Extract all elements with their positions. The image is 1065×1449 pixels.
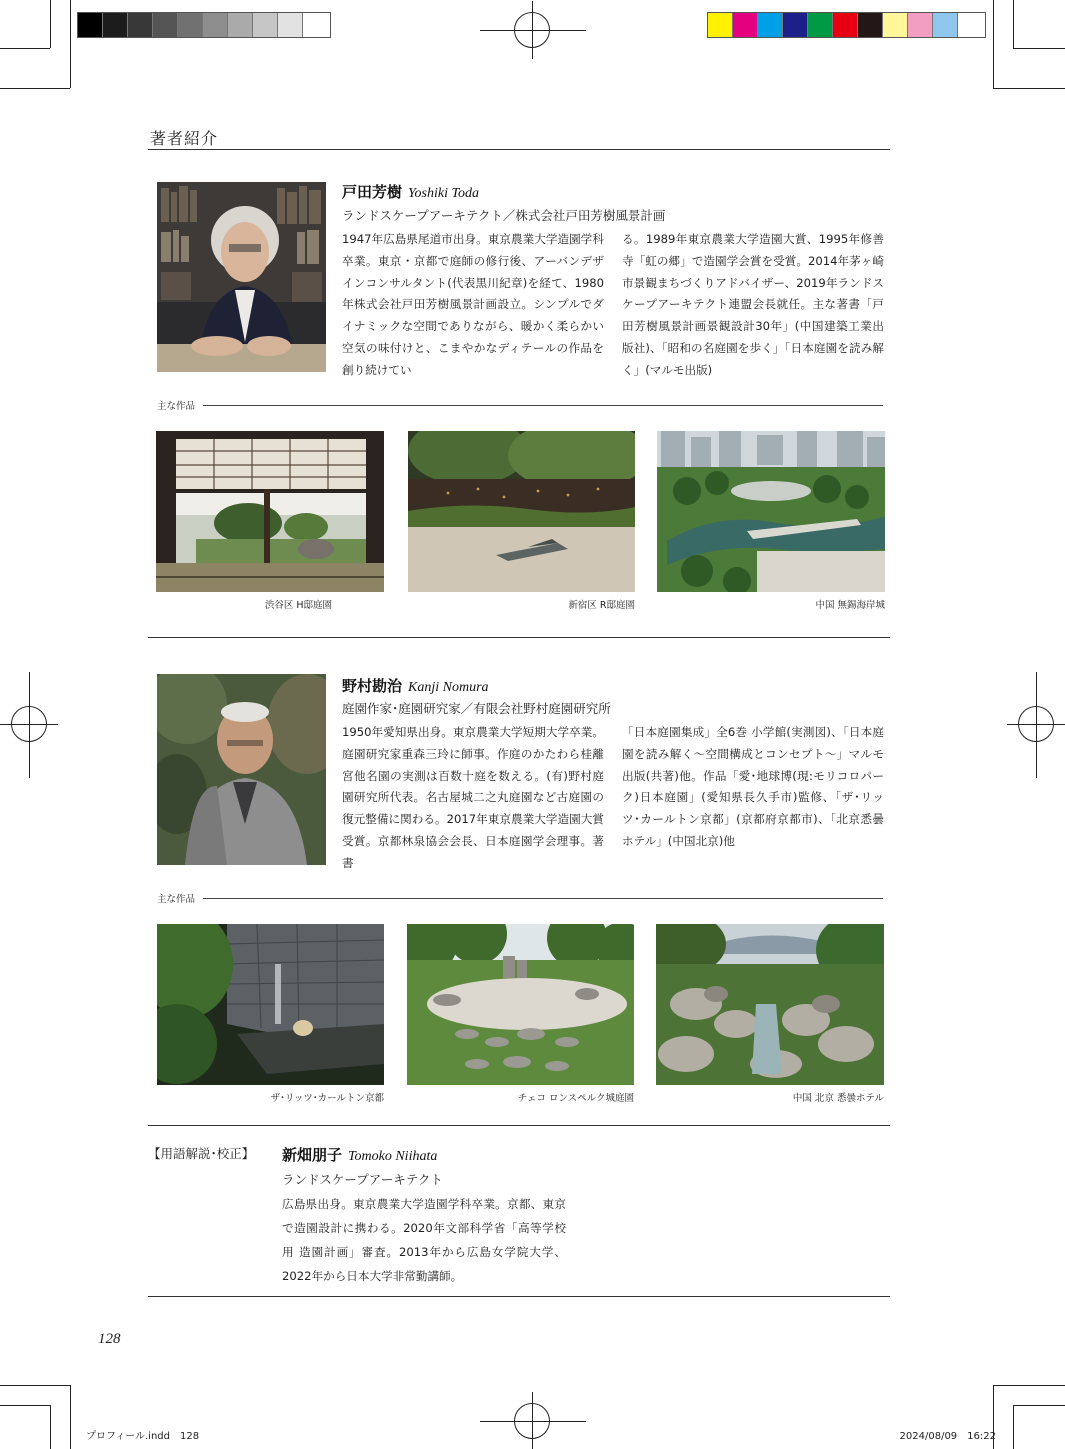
crop-mark: [0, 1385, 70, 1386]
author-name-kanji: 野村勘治: [342, 677, 403, 695]
crop-mark: [993, 0, 994, 88]
footer-rule: [148, 1296, 890, 1297]
crop-mark: [1013, 1405, 1065, 1406]
author-role: 庭園作家･庭園研究家／有限会社野村庭園研究所: [342, 701, 611, 716]
color-swatch: [833, 13, 858, 37]
glossary-label: 【用語解説･校正】: [148, 1146, 255, 1161]
glossary-role: ランドスケープアーキテクト: [282, 1172, 443, 1187]
work-photo-ritz-carlton-kyoto: [157, 924, 384, 1085]
author-bio-col1: 1950年愛知県出身。東京農業大学短期大学卒業。庭園研究家重森三玲に師事。作庭のかたわら桂離宮他名園の実測は百数十庭を数える。(有)野村庭園研究所代表。名古屋城二之丸庭園など古庭園の復元整備に関わる。2017年東京農業大学造園大賞受賞。京都林泉協会会長、日本庭園学会理事。著書: [342, 725, 604, 870]
crop-mark: [993, 1385, 1065, 1386]
author-name-romaji: Yoshiki Toda: [408, 186, 479, 201]
work-caption: 渋谷区 H邸庭園: [264, 600, 332, 611]
header-rule: [148, 149, 890, 150]
crop-mark: [70, 1385, 71, 1449]
glossary-name-kanji: 新畑朋子: [282, 1146, 343, 1164]
work-caption: ザ･リッツ･カールトン京都: [270, 1093, 384, 1104]
slug-filename: プロフィール.indd 128: [86, 1431, 200, 1442]
work-photo-shibuya-h-garden: [156, 431, 384, 592]
works-label: 主な作品: [157, 894, 196, 905]
color-swatch: [933, 13, 958, 37]
author-name-romaji: Kanji Nomura: [408, 680, 489, 695]
section-divider: [148, 1125, 890, 1126]
author-portrait-toda: [157, 182, 326, 372]
registration-guide: [480, 30, 586, 31]
glossary-name-romaji: Tomoko Niihata: [348, 1149, 438, 1164]
color-swatch: [203, 13, 228, 37]
color-swatch: [783, 13, 808, 37]
glossary-name: [282, 1144, 437, 1165]
crop-mark: [0, 88, 70, 89]
works-label: 主な作品: [157, 401, 196, 412]
work-caption: 中国 無錫海岸城: [815, 600, 885, 611]
color-swatch: [278, 13, 303, 37]
author-name-kanji: 戸田芳樹: [342, 183, 403, 201]
color-swatch: [908, 13, 933, 37]
color-swatch: [958, 13, 983, 37]
work-caption: 中国 北京 悉曇ホテル: [792, 1093, 884, 1104]
author-bio-col1: 1947年広島県尾道市出身。東京農業大学造園学科卒業。東京・京都で庭師の修行後、アーバンデザインコンサルタント(代表黒川紀章)を経て、1980年株式会社戸田芳樹風景計画設立。シンプルでダイナミックな空間でありながら、暖かく柔らかい空気の味付けと、こまやかなディテールの作品を創り続けてい: [342, 232, 604, 377]
color-swatch: [228, 13, 253, 37]
author-name-nomura: [342, 675, 489, 696]
page-title: 著者紹介: [150, 129, 219, 148]
slug-timestamp: 2024/08/09 16:22: [899, 1431, 996, 1442]
crop-mark: [1013, 48, 1065, 49]
page-number: 128: [98, 1331, 121, 1347]
color-swatch: [733, 13, 758, 37]
color-swatch: [758, 13, 783, 37]
works-rule: [203, 898, 883, 899]
color-swatch: [153, 13, 178, 37]
author-bio-col2: 「日本庭園集成」全6巻 小学館(実測図)、「日本庭園を読み解く～空間構成とコンセプト～」マルモ出版(共著)他。作品「愛･地球博(現:モリコロパーク)日本庭園」(愛知県長久手市)監修、「ザ･リッツ･カールトン京都」(京都府京都市)、「北京悉曇ホテル」(中国北京)他: [622, 725, 884, 848]
works-rule: [203, 405, 883, 406]
registration-guide: [1036, 672, 1037, 778]
author-name-toda: [342, 181, 479, 202]
color-swatch: [103, 13, 128, 37]
color-swatch: [253, 13, 278, 37]
work-photo-lomsperk-castle-garden: [407, 924, 634, 1085]
color-swatch: [808, 13, 833, 37]
color-swatch: [78, 13, 103, 37]
work-photo-beijing-siddham-hotel: [656, 924, 884, 1085]
color-swatch: [178, 13, 203, 37]
crop-mark: [0, 48, 50, 49]
color-swatch: [708, 13, 733, 37]
crop-mark: [50, 0, 51, 48]
crop-mark: [993, 88, 1065, 89]
process-color-bar: [707, 12, 986, 38]
author-role: ランドスケープアーキテクト／株式会社戸田芳樹風景計画: [342, 208, 666, 223]
work-photo-shinjuku-r-garden: [408, 431, 635, 592]
work-photo-wuxi-coast: [657, 431, 885, 592]
work-caption: 新宿区 R邸庭園: [568, 600, 635, 611]
color-swatch: [128, 13, 153, 37]
registration-guide: [29, 672, 30, 778]
crop-mark: [70, 0, 71, 88]
author-bio-col2: る。1989年東京農業大学造園大賞、1995年修善寺「虹の郷」で造園学会賞を受賞。2014年茅ヶ崎市景観まちづくりアドバイザー、2019年ランドスケープアーキテクト連盟会長就任。主な著書「戸田芳樹風景計画景観設計30年」(中国建築工業出版社)、「昭和の名庭園を歩く」「日本庭園を読み解く」(マルモ出版): [622, 232, 884, 377]
registration-guide: [480, 1421, 586, 1422]
glossary-bio: 広島県出身。東京農業大学造園学科卒業。京都、東京で造園設計に携わる。2020年文部科学省「高等学校用 造園計画」審査。2013年から広島女学院大学、2022年から日本大学非常勤講師。: [282, 1197, 566, 1283]
crop-mark: [0, 1405, 50, 1406]
color-swatch: [303, 13, 328, 37]
crop-mark: [50, 1405, 51, 1449]
color-swatch: [858, 13, 883, 37]
crop-mark: [1013, 1405, 1014, 1449]
author-portrait-nomura: [157, 674, 326, 865]
section-divider: [148, 637, 890, 638]
work-caption: チェコ ロンスペルク城庭園: [517, 1093, 634, 1104]
grayscale-color-bar: [77, 12, 331, 38]
color-swatch: [883, 13, 908, 37]
crop-mark: [1013, 0, 1014, 48]
